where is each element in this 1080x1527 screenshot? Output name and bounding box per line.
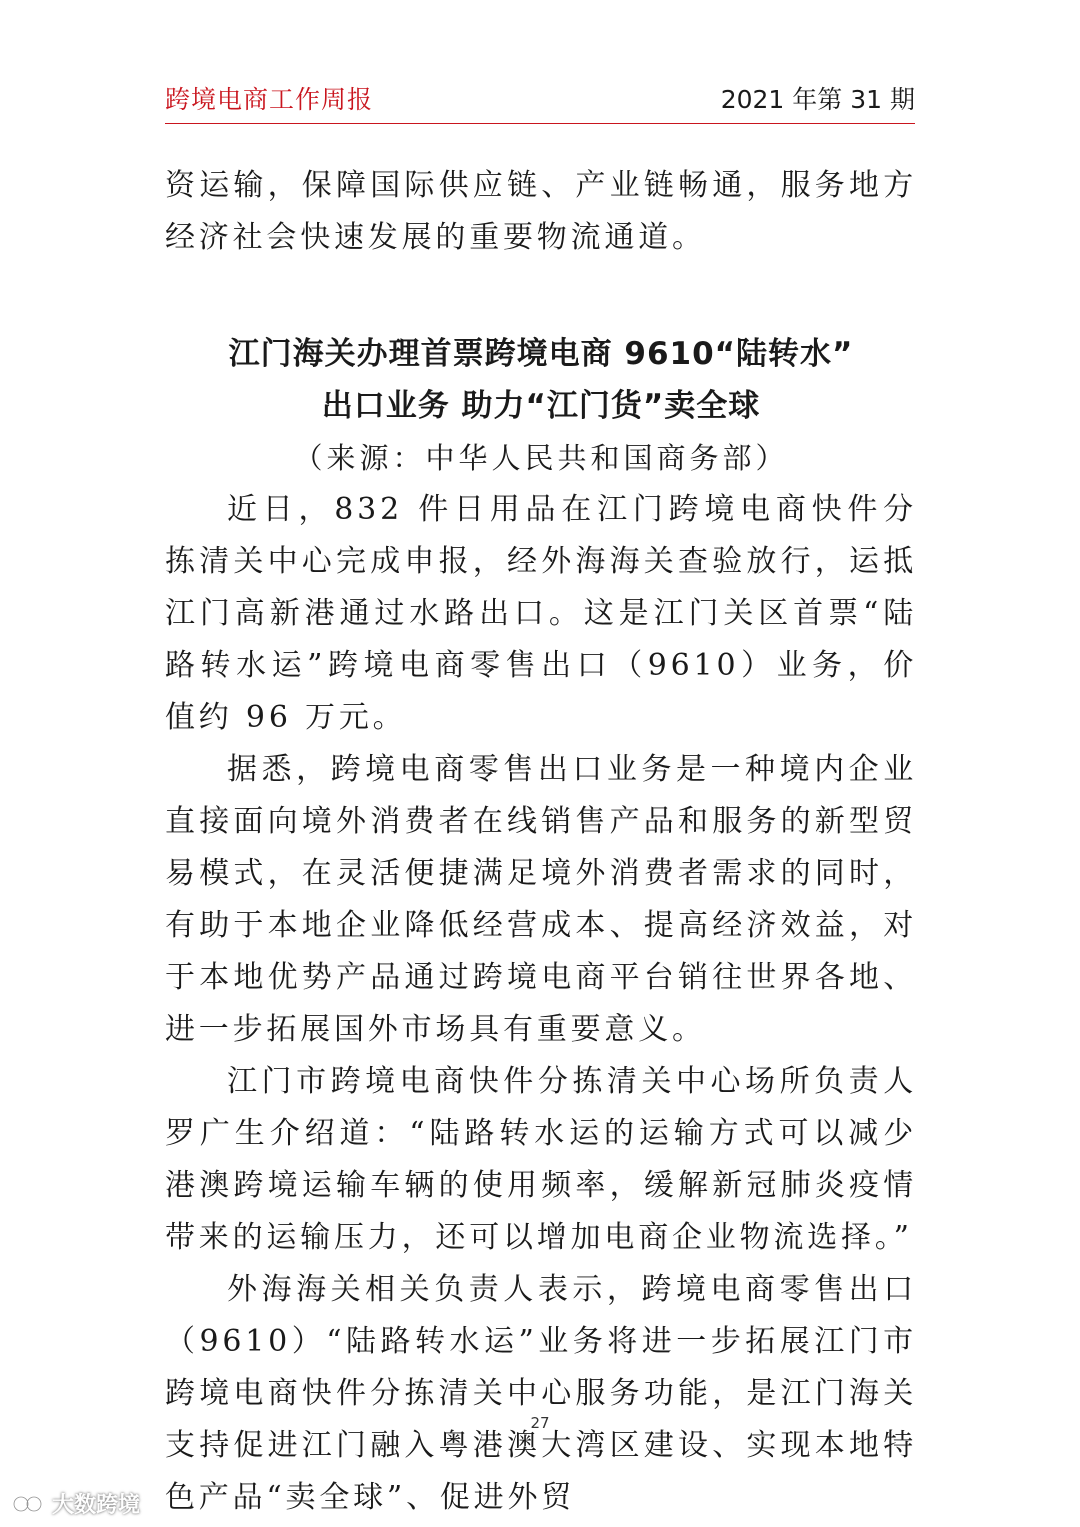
article-paragraph: 近日，832 件日用品在江门跨境电商快件分拣清关中心完成申报，经外海海关查验放行，运抵江门高新港通过水路出口。这是江门关区首票“陆路转水运”跨境电商零售出口（9610）业务，价值约 96 万元。 xyxy=(165,492,917,735)
article-body xyxy=(165,160,917,1524)
article-source: （来源：中华人民共和国商务部） xyxy=(293,441,789,475)
intro-paragraph: 资运输，保障国际供应链、产业链畅通，服务地方经济社会快速发展的重要物流通道。 xyxy=(165,168,917,255)
article-heading-line-2: 出口业务 助力“江门货”卖全球 xyxy=(321,388,761,424)
article-paragraph: 据悉，跨境电商零售出口业务是一种境内企业直接面向境外消费者在线销售产品和服务的新型贸易模式，在灵活便捷满足境外消费者需求的同时，有助于本地企业降低经营成本、提高经济效益，对于本地优势产品通过跨境电商平台销往世界各地、进一步拓展国外市场具有重要意义。 xyxy=(165,752,917,1047)
article-paragraph: 外海海关相关负责人表示，跨境电商零售出口（9610）“陆路转水运”业务将进一步拓展江门市跨境电商快件分拣清关中心服务功能，是江门海关支持促进江门融入粤港澳大湾区建设、实现本地特色产品“卖全球”、促进外贸 xyxy=(165,1272,917,1515)
watermark xyxy=(12,1488,140,1519)
page-number: 27 xyxy=(530,1414,550,1432)
newsletter-title: 跨境电商工作周报 xyxy=(165,85,374,114)
article-heading-line-1: 江门海关办理首票跨境电商 9610“陆转水” xyxy=(228,336,854,372)
page-header xyxy=(165,76,915,116)
section-spacer xyxy=(165,264,917,328)
issue-number: 2021 年第 31 期 xyxy=(720,85,915,114)
header-divider xyxy=(165,123,915,124)
watermark-text: 大数跨境 xyxy=(52,1493,141,1518)
article-paragraph: 江门市跨境电商快件分拣清关中心场所负责人罗广生介绍道：“陆路转水运的运输方式可以减少港澳跨境运输车辆的使用频率，缓解新冠肺炎疫情带来的运输压力，还可以增加电商企业物流选择。” xyxy=(165,1064,917,1255)
loop-logo-icon xyxy=(12,1492,46,1516)
